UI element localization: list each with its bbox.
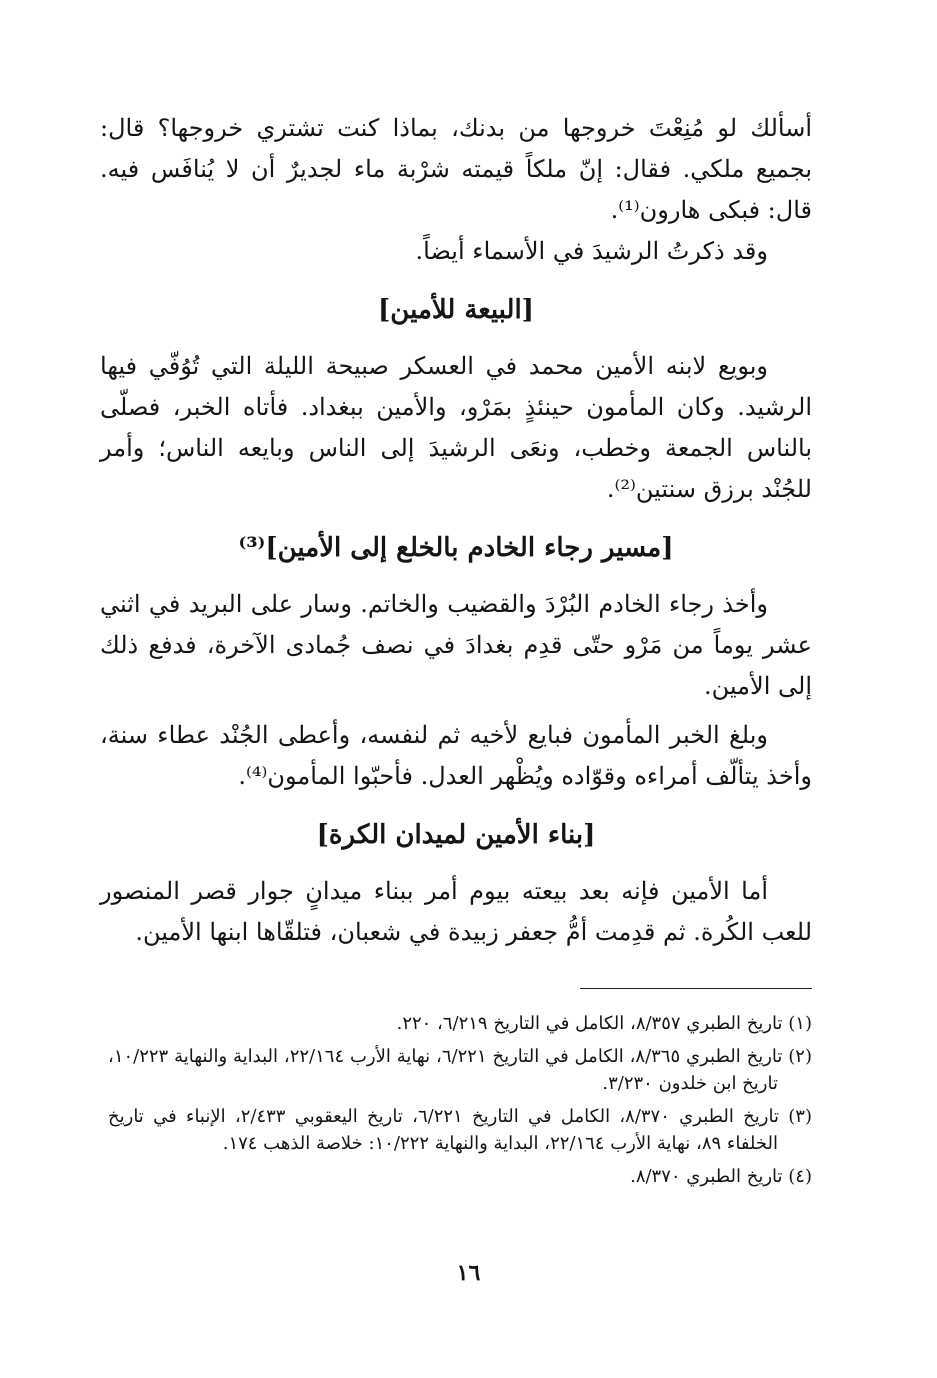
footnote-2: (٢) تاريخ الطبري ٨/٣٦٥، الكامل في التاريخ ٦/٢٢١، نهاية الأرب ٢٢/١٦٤، البداية والنهاية ١٠/٢٢٣، تاريخ ابن خلدون ٣/٢٣٠.: [108, 1046, 812, 1094]
paragraph-1: أسألك لو مُنِعْتَ خروجها من بدنك، بماذا كنت تشتري خروجها؟ قال: بجميع ملكي. فقال: إنّ ملكاً قيمته شرْبة ماء لجديرٌ أن لا يُنافَس فيه. قال: فبكى هارون⁽¹⁾.: [100, 114, 813, 224]
section-heading-raja: [مسير رجاء الخادم بالخلع إلى الأمين]⁽³⁾: [238, 533, 674, 563]
paragraph-4: وأخذ رجاء الخادم البُرْدَ والقضيب والخاتم. وسار على البريد في اثني عشر يوماً من مَرْو حتّى قدِم بغدادَ في نصف جُمادى الآخرة، فدفع ذلك إلى الأمين.: [100, 590, 812, 700]
page-number: ١٦: [456, 1260, 481, 1286]
paragraph-3: وبويع لابنه الأمين محمد في العسكر صبيحة الليلة التي تُوُفّي فيها الرشيد. وكان المأمون حينئذٍ بمَرْو، والأمين ببغداد. فأتاه الخبر، فصلّى بالناس الجمعة وخطب، ونعَى الرشيدَ إلى الناس وبايعه الناس؛ وأمر للجُنْد برزق سنتين⁽²⁾.: [100, 352, 812, 503]
paragraph-2: وقد ذكرتُ الرشيدَ في الأسماء أيضاً.: [415, 237, 768, 265]
footnote-3: (٣) تاريخ الطبري ٨/٣٧٠، الكامل في التاريخ ٦/٢٢١، تاريخ اليعقوبي ٢/٤٣٣، الإنباء في تاريخ الخلفاء ٨٩، نهاية الأرب ٢٢/١٦٤، البداية والنهاية ١٠/٢٢٢: خلاصة الذهب ١٧٤.: [108, 1106, 812, 1154]
footnote-divider: [580, 988, 812, 989]
section-heading-bayaa: [البيعة للأمين]: [378, 295, 534, 325]
paragraph-5: وبلغ الخبر المأمون فبايع لأخيه ثم لنفسه، وأعطى الجُنْد عطاء سنة، وأخذ يتألّف أمراءه وقوّاده ويُظْهر العدل. فأحبّوا المأمون⁽⁴⁾.: [100, 721, 812, 790]
main-text: [100, 108, 812, 953]
footnote-1: (١) تاريخ الطبري ٨/٣٥٧، الكامل في التاريخ ٦/٢١٩، ٢٢٠.: [396, 1013, 812, 1034]
section-heading-maydan: [بناء الأمين لميدان الكرة]: [316, 820, 596, 850]
footnotes: [108, 1010, 812, 1196]
paragraph-6: أما الأمين فإنه بعد بيعته بيوم أمر ببناء ميدانٍ جوار قصر المنصور للعب الكُرة. ثم قدِمت أمُّ جعفر زبيدة في شعبان، فتلقّاها ابنها الأمين.: [100, 877, 812, 946]
footnote-4: (٤) تاريخ الطبري ٨/٣٧٠.: [630, 1166, 812, 1187]
